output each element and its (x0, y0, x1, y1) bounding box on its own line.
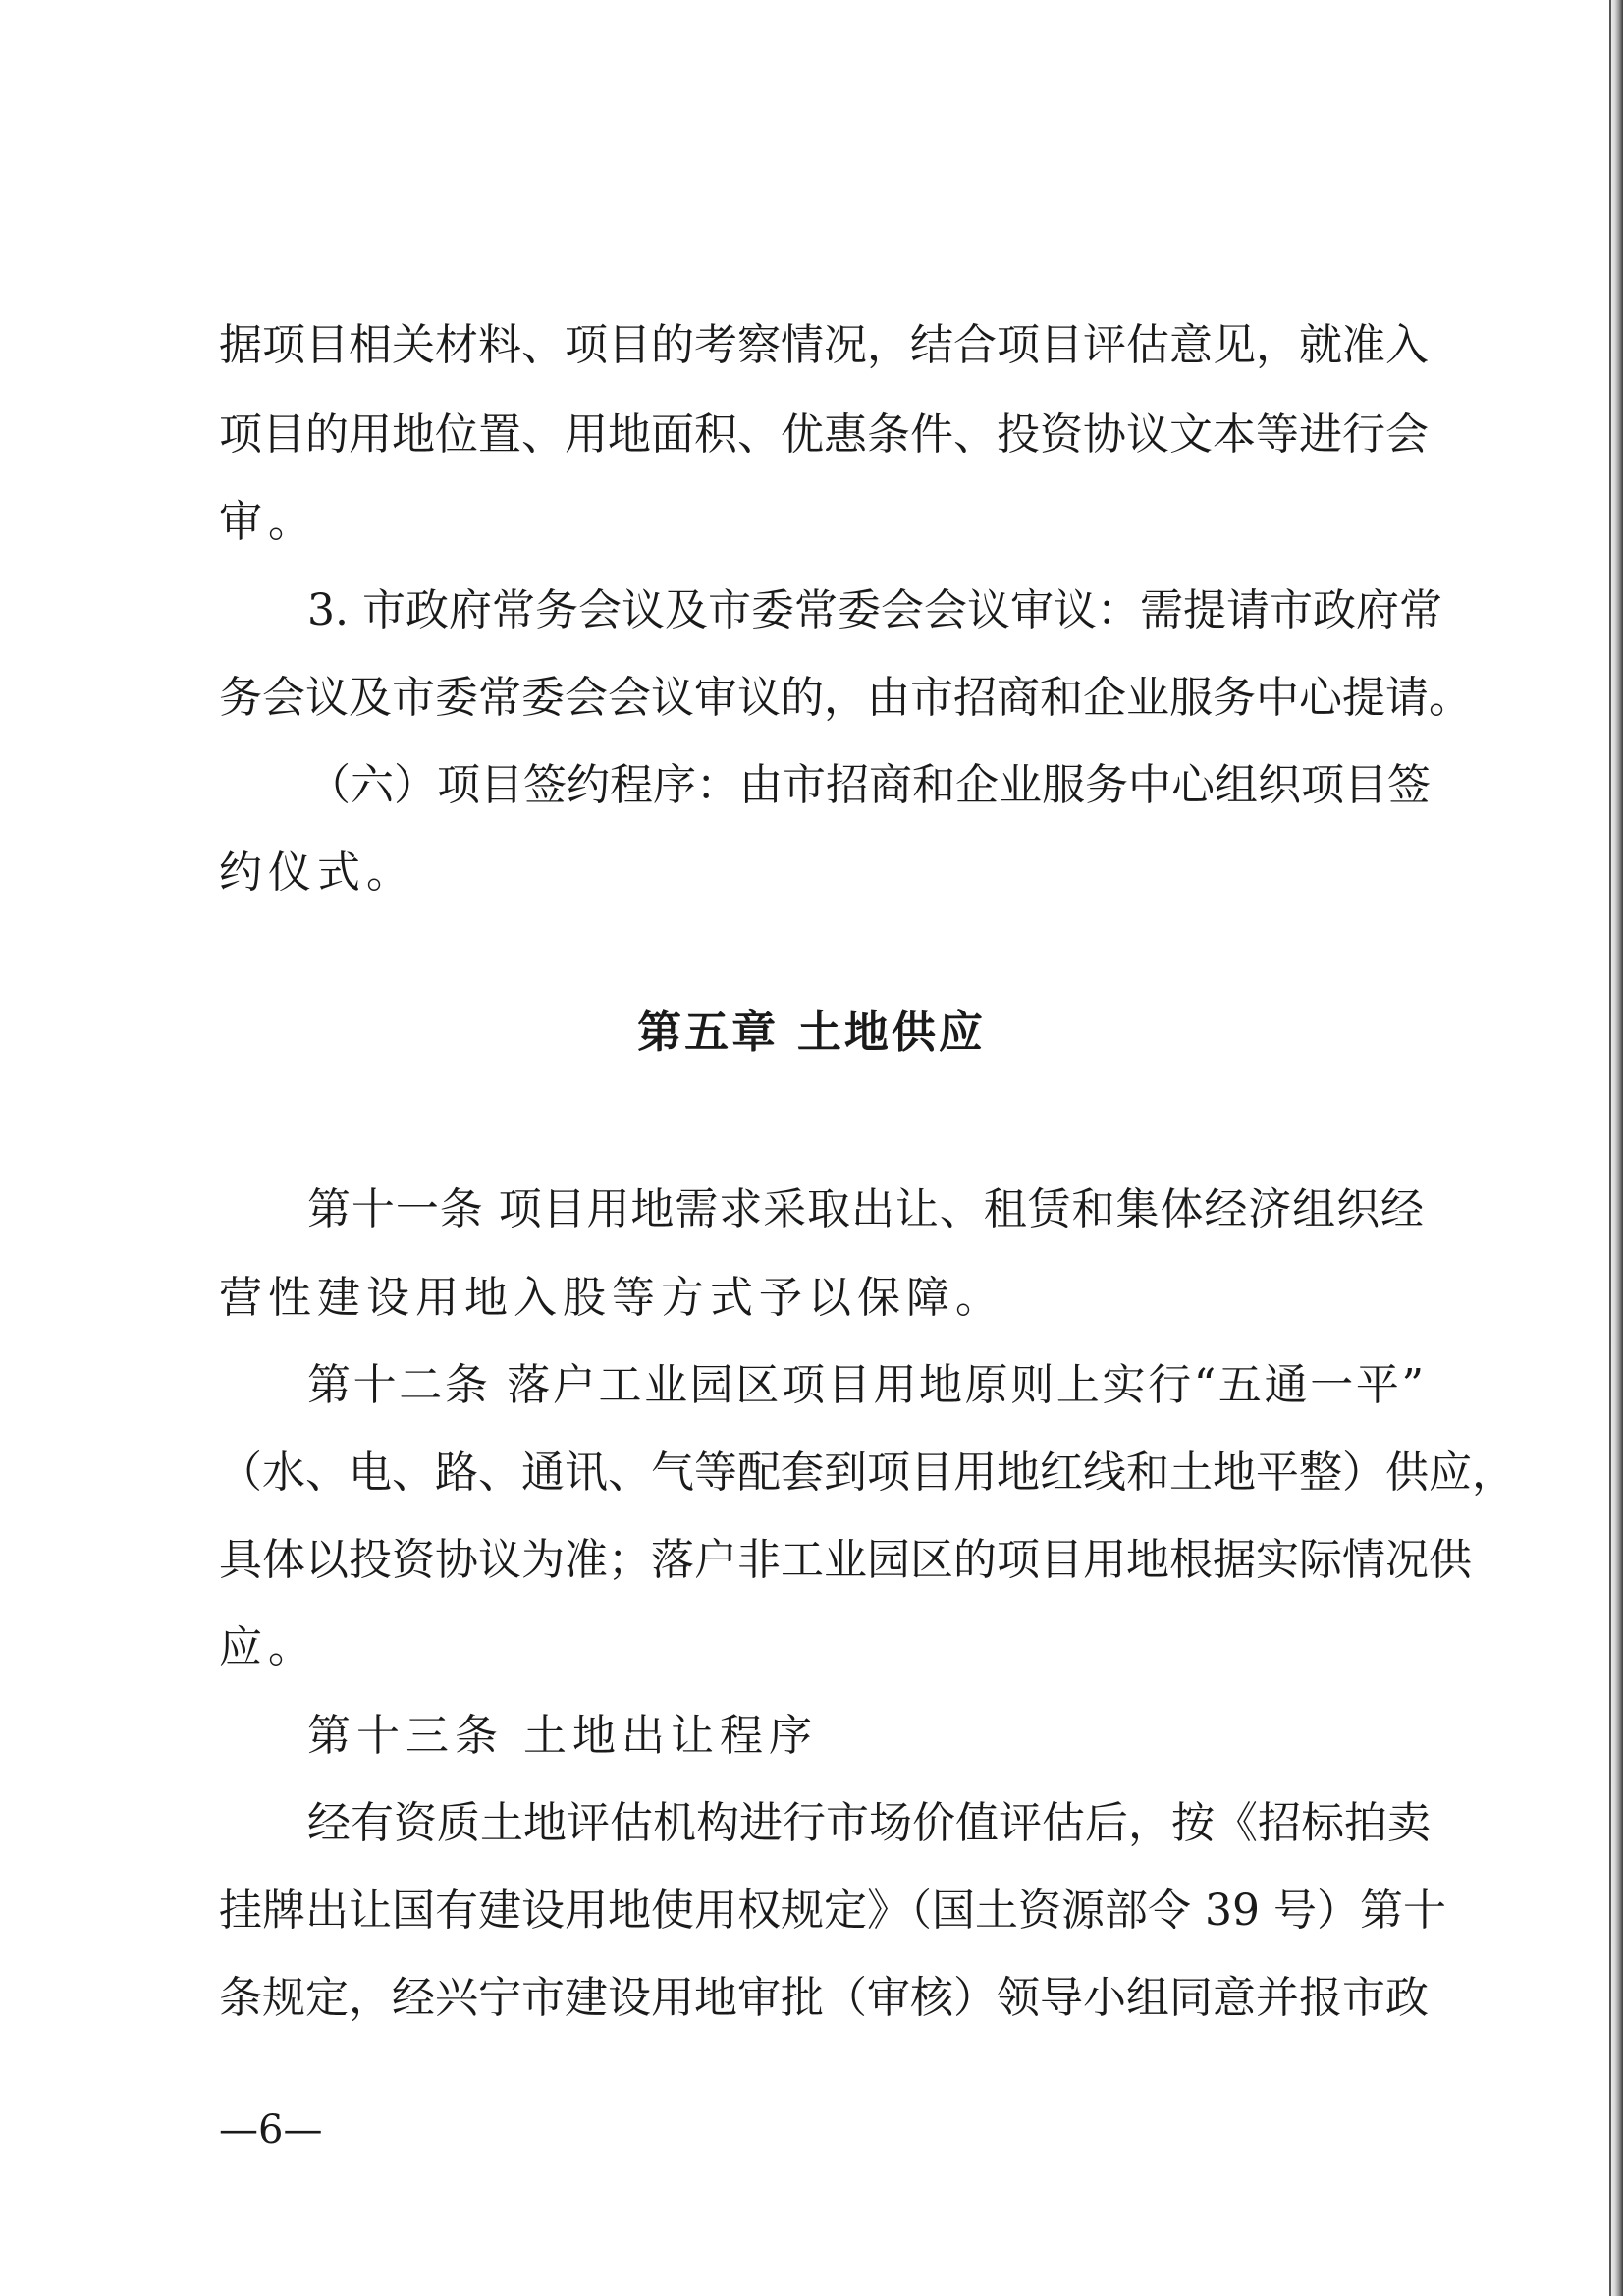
body-line: 项目的用地位置、用地面积、优惠条件、投资协议文本等进行会 (219, 410, 1429, 460)
body-line: 务会议及市委常委会会议审议的，由市招商和企业服务中心提请。 (219, 673, 1472, 723)
body-line: 审。 (219, 497, 317, 547)
body-line: 据项目相关材料、项目的考察情况，结合项目评估意见，就准入 (219, 320, 1429, 370)
body-line: 3. 市政府常务会议及市委常委会会议审议：需提请市政府常 (307, 585, 1442, 635)
article-line: 挂牌出让国有建设用地使用权规定》（国土资源部令 39 号）第十 (219, 1886, 1446, 1936)
chapter-title: 第五章 土地供应 (637, 1006, 986, 1058)
page-number: —6— (219, 2107, 323, 2153)
article-line: （水、电、路、通讯、气等配套到项目用地红线和土地平整）供应， (219, 1448, 1515, 1498)
body-line: （六）项目签约程序：由市招商和企业服务中心组织项目签 (307, 760, 1431, 810)
article-line: 第十二条 落户工业园区项目用地原则上实行“五通一平” (307, 1360, 1424, 1410)
article-line: 应。 (219, 1622, 317, 1672)
article-line: 具体以投资协议为准；落户非工业园区的项目用地根据实际情况供 (219, 1535, 1472, 1585)
article-line: 条规定，经兴宁市建设用地审批（审核）领导小组同意并报市政 (219, 1973, 1429, 2023)
page-edge (1609, 0, 1623, 2296)
article-line: 营性建设用地入股等方式予以保障。 (219, 1273, 1004, 1323)
article-line: 经有资质土地评估机构进行市场价值评估后，按《招标拍卖 (307, 1798, 1431, 1848)
body-line: 约仪式。 (219, 847, 415, 898)
article-line: 第十三条 土地出让程序 (307, 1711, 818, 1761)
article-line: 第十一条 项目用地需求采取出让、租赁和集体经济组织经 (307, 1184, 1424, 1234)
page-edge-line (1609, 0, 1611, 2296)
